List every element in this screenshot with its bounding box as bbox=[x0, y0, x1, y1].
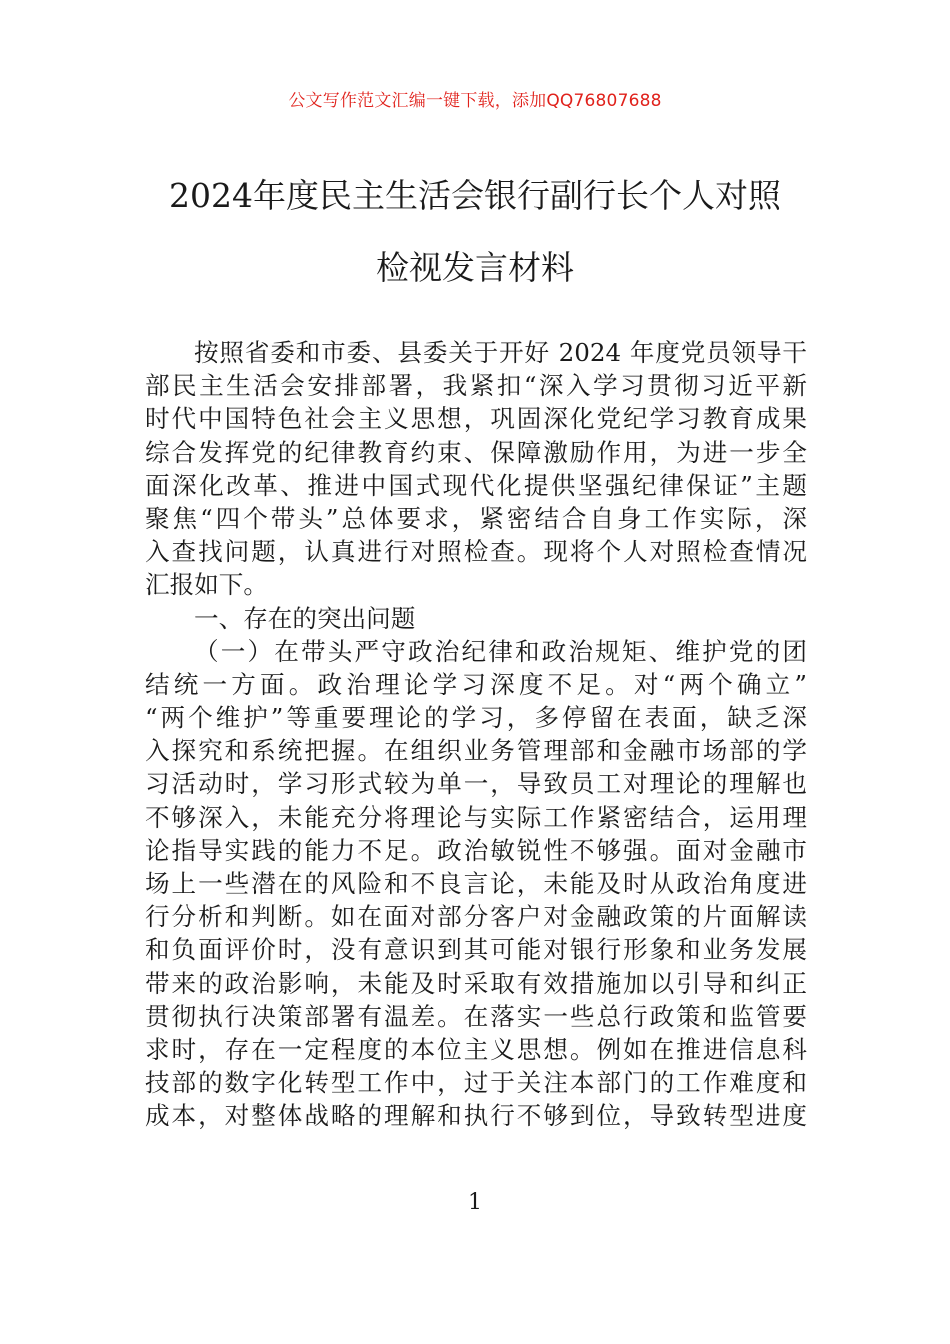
body-line: 不够深入，未能充分将理论与实际工作紧密结合，运用理 bbox=[145, 802, 807, 832]
body-line: 技部的数字化转型工作中，过于关注本部门的工作难度和 bbox=[145, 1068, 807, 1098]
body-line: 和负面评价时，没有意识到其可能对银行形象和业务发展 bbox=[145, 935, 807, 965]
body-line: 成本，对整体战略的理解和执行不够到位，导致转型进度 bbox=[145, 1101, 807, 1131]
body-line: 结统一方面。政治理论学习深度不足。对“两个确立” bbox=[145, 669, 807, 699]
document-body bbox=[145, 336, 807, 1133]
body-line: 习活动时，学习形式较为单一，导致员工对理论的理解也 bbox=[145, 769, 807, 799]
body-line: 面深化改革、推进中国式现代化提供坚强纪律保证”主题 bbox=[145, 470, 807, 500]
body-line: 综合发挥党的纪律教育约束、保障激励作用，为进一步全 bbox=[145, 437, 807, 467]
page-number: 1 bbox=[468, 1190, 482, 1215]
document-title-line-2: 检视发言材料 bbox=[376, 248, 574, 287]
section-heading: 一、存在的突出问题 bbox=[194, 603, 416, 633]
body-line: 求时，存在一定程度的本位主义思想。例如在推进信息科 bbox=[145, 1034, 807, 1064]
body-line: 入探究和系统把握。在组织业务管理部和金融市场部的学 bbox=[145, 736, 807, 766]
body-line: 贯彻执行决策部署有温差。在落实一些总行政策和监管要 bbox=[145, 1001, 807, 1031]
body-line: “两个维护”等重要理论的学习，多停留在表面，缺乏深 bbox=[145, 703, 807, 733]
body-line: 入查找问题，认真进行对照检查。现将个人对照检查情况 bbox=[145, 537, 807, 567]
document-title-line-1: 2024年度民主生活会银行副行长个人对照 bbox=[169, 176, 781, 215]
body-line: 部民主生活会安排部署，我紧扣“深入学习贯彻习近平新 bbox=[145, 371, 807, 401]
body-line: 场上一些潜在的风险和不良言论，未能及时从政治角度进 bbox=[145, 869, 807, 898]
body-line: （一）在带头严守政治纪律和政治规矩、维护党的团 bbox=[194, 636, 807, 666]
body-line: 论指导实践的能力不足。政治敏锐性不够强。面对金融市 bbox=[145, 835, 807, 865]
body-line: 按照省委和市委、县委关于开好 2024 年度党员领导干 bbox=[194, 338, 807, 367]
body-line: 汇报如下。 bbox=[145, 570, 268, 600]
download-promo-note: 公文写作范文汇编一键下载，添加QQ76807688 bbox=[288, 91, 662, 111]
body-line: 聚焦“四个带头”总体要求，紧密结合自身工作实际，深 bbox=[145, 503, 807, 533]
body-line: 行分析和判断。如在面对部分客户对金融政策的片面解读 bbox=[145, 902, 807, 932]
body-line: 带来的政治影响，未能及时采取有效措施加以引导和纠正 bbox=[145, 968, 807, 998]
body-line: 时代中国特色社会主义思想，巩固深化党纪学习教育成果 bbox=[145, 404, 807, 434]
